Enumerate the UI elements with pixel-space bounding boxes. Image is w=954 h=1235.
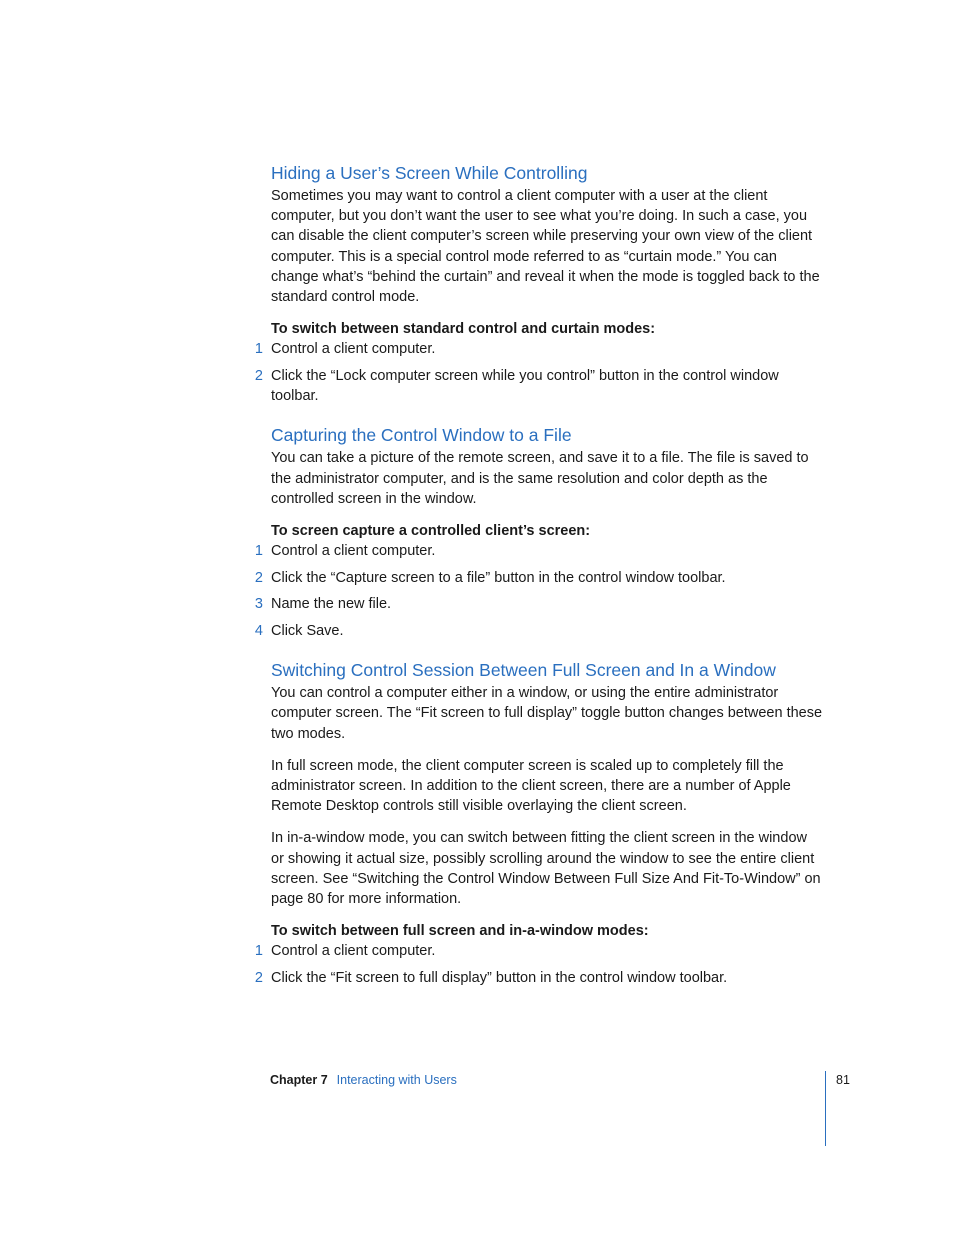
chapter-title-link[interactable]: Interacting with Users — [336, 1073, 457, 1087]
step-item — [254, 568, 823, 588]
paragraph: Sometimes you may want to control a client computer with a user at the client computer, but you don’t want the user to see what you’re doing. In such a case, you can disable the client computer’s screen while preserving your own view of the client computer. This is a special control mode referred to as “curtain mode.” You can change what’s “behind the curtain” and reveal it when the mode is toggled back to the standard control mode. — [271, 188, 820, 306]
section-capturing-window — [254, 422, 823, 641]
step-number: 4 — [254, 623, 263, 640]
footer-chapter-label — [270, 1071, 457, 1089]
step-text: Click the “Fit screen to full display” button in the control window toolbar. — [271, 969, 728, 986]
task-heading: To switch between standard control and curtain modes: — [271, 321, 656, 338]
paragraph: You can control a computer either in a window, or using the entire administrator computer screen. The “Fit screen to full display” toggle button changes between these two modes. — [271, 685, 823, 742]
step-number: 2 — [254, 367, 263, 384]
step-item — [254, 621, 823, 641]
task-heading: To switch between full screen and in-a-window modes: — [271, 923, 649, 940]
chapter-number: Chapter 7 — [270, 1073, 328, 1087]
step-number: 2 — [254, 569, 263, 586]
step-text: Control a client computer. — [271, 943, 436, 960]
step-text: Control a client computer. — [271, 542, 436, 559]
step-text: Control a client computer. — [271, 341, 436, 358]
step-list — [254, 941, 823, 988]
paragraph: In full screen mode, the client computer screen is scaled up to completely fill the administrator screen. In addition to the client screen, there are a number of Apple Remote Desktop controls still visible overlaying the client screen. — [271, 757, 791, 815]
step-number: 3 — [254, 596, 263, 613]
section-heading: Switching Control Session Between Full Screen and In a Window — [271, 660, 776, 681]
page-content — [254, 160, 823, 1004]
step-item — [254, 594, 823, 614]
step-item — [254, 339, 823, 359]
step-number: 2 — [254, 969, 263, 986]
step-text: Name the new file. — [271, 596, 392, 613]
step-list — [254, 339, 823, 406]
step-item — [254, 541, 823, 561]
footer-divider — [825, 1071, 826, 1146]
page-number: 81 — [836, 1073, 850, 1087]
step-number: 1 — [254, 943, 263, 960]
step-item — [254, 366, 823, 406]
step-text: Click the “Capture screen to a file” button in the control window toolbar. — [271, 569, 726, 586]
section-switching-session — [254, 657, 823, 988]
step-list — [254, 541, 823, 641]
section-hiding-screen — [254, 160, 823, 406]
step-item — [254, 941, 823, 961]
step-text: Click the “Lock computer screen while you control” button in the control window toolbar. — [271, 367, 779, 405]
step-number: 1 — [254, 542, 263, 559]
step-item — [254, 968, 823, 988]
step-number: 1 — [254, 341, 263, 358]
step-text: Click Save. — [271, 623, 344, 640]
paragraph: You can take a picture of the remote screen, and save it to a file. The file is saved to the administrator computer, and is the same resolution and color depth as the controlled screen in the window. — [271, 450, 809, 507]
paragraph: In in-a-window mode, you can switch between fitting the client screen in the window or showing it actual size, possibly scrolling around the window to see the entire client screen. See “Switching the Control Window Between Full Size And Fit-To-Window” on page 80 for more information. — [271, 830, 821, 908]
section-heading: Capturing the Control Window to a File — [271, 425, 572, 446]
section-heading: Hiding a User’s Screen While Controlling — [271, 163, 588, 183]
task-heading: To screen capture a controlled client’s screen: — [271, 522, 591, 539]
